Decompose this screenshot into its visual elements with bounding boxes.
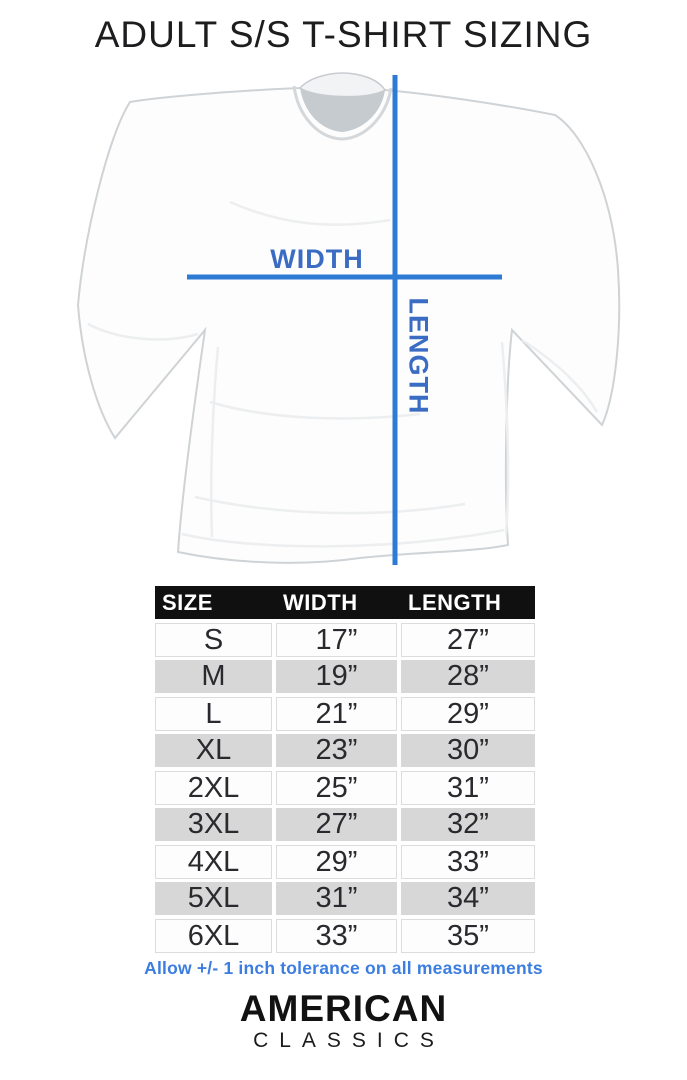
length-cell: 29”: [401, 697, 535, 731]
tshirt-body-shape: [78, 84, 619, 563]
column-header-size: SIZE: [162, 590, 213, 615]
width-cell: 29”: [276, 845, 397, 879]
size-cell: 3XL: [155, 808, 272, 841]
width-cell: 19”: [276, 660, 397, 693]
table-row-4xl: [155, 845, 535, 878]
width-measure-label: WIDTH: [270, 244, 364, 274]
table-row-l: [155, 697, 535, 730]
table-row-xl: [155, 734, 535, 767]
width-cell: 17”: [276, 623, 397, 657]
page-title: ADULT S/S T-SHIRT SIZING: [94, 14, 593, 55]
length-measure-line: [393, 75, 398, 565]
size-cell: XL: [155, 734, 272, 767]
tshirt-measurement-diagram: [70, 72, 630, 572]
tshirt-illustration: [70, 72, 630, 572]
size-cell: 4XL: [155, 845, 272, 879]
length-cell: 30”: [401, 734, 535, 767]
length-cell: 28”: [401, 660, 535, 693]
length-cell: 35”: [401, 919, 535, 953]
width-measure-line: [187, 275, 502, 280]
length-cell: 31”: [401, 771, 535, 805]
width-cell: 33”: [276, 919, 397, 953]
length-cell: 27”: [401, 623, 535, 657]
length-cell: 33”: [401, 845, 535, 879]
width-cell: 25”: [276, 771, 397, 805]
tolerance-note: Allow +/- 1 inch tolerance on all measurements: [144, 958, 543, 978]
table-row-2xl: [155, 771, 535, 804]
table-row-s: [155, 623, 535, 656]
size-cell: 5XL: [155, 882, 272, 915]
width-cell: 31”: [276, 882, 397, 915]
width-cell: 27”: [276, 808, 397, 841]
table-row-5xl: [155, 882, 535, 915]
size-table-header-row: [155, 586, 535, 619]
width-cell: 21”: [276, 697, 397, 731]
size-cell: S: [155, 623, 272, 657]
size-cell: L: [155, 697, 272, 731]
brand-name-american: AMERICAN: [239, 988, 448, 1029]
table-row-6xl: [155, 919, 535, 952]
size-cell: M: [155, 660, 272, 693]
size-table: [155, 586, 535, 952]
table-row-3xl: [155, 808, 535, 841]
column-header-width: WIDTH: [283, 590, 358, 615]
length-cell: 32”: [401, 808, 535, 841]
size-cell: 2XL: [155, 771, 272, 805]
column-header-length: LENGTH: [408, 590, 502, 615]
width-cell: 23”: [276, 734, 397, 767]
brand-logo: [0, 990, 687, 1053]
length-cell: 34”: [401, 882, 535, 915]
brand-name-classics: CLASSICS: [253, 1029, 445, 1052]
size-cell: 6XL: [155, 919, 272, 953]
length-measure-label: LENGTH: [403, 297, 434, 415]
table-row-m: [155, 660, 535, 693]
